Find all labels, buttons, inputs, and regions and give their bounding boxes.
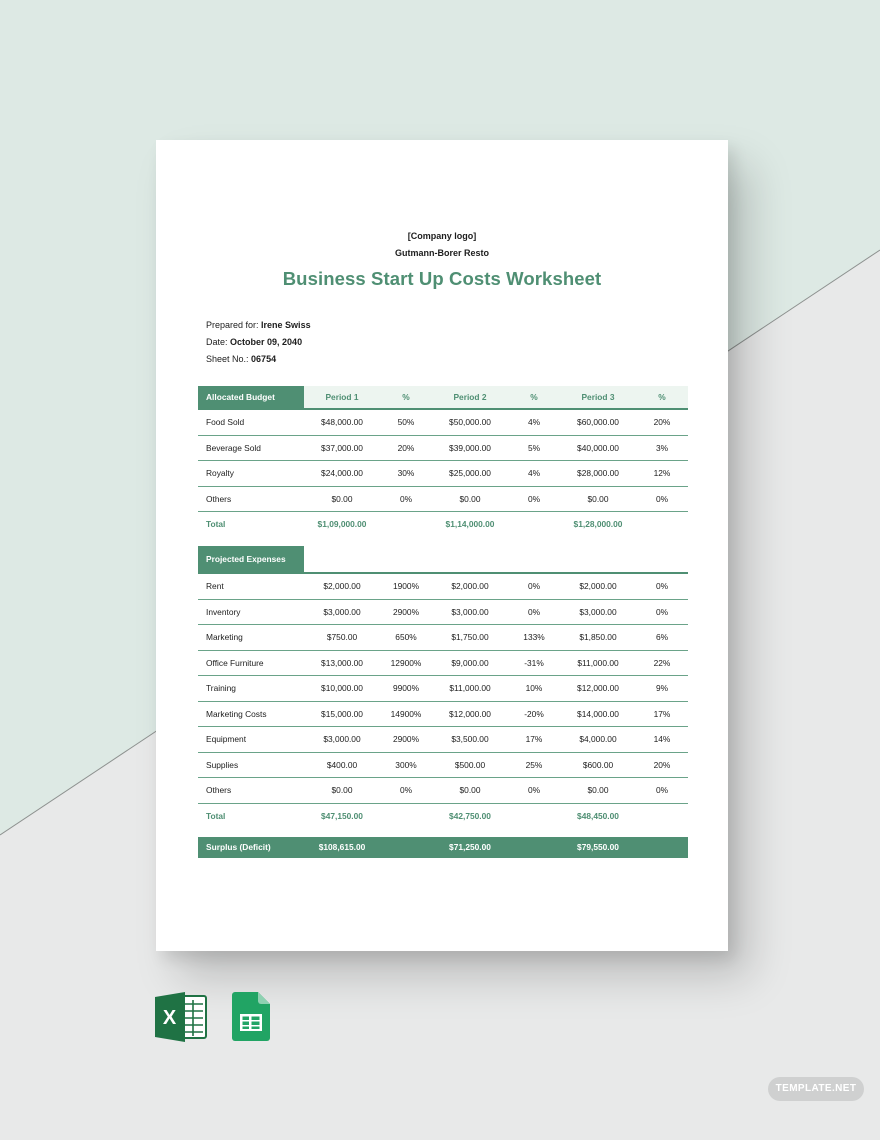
budget-total-pct-1 [380,512,432,537]
header-percent-3: % [636,386,688,409]
budget-percent-cell: 0% [508,486,560,512]
expense-item-label: Marketing [198,625,304,651]
surplus-pct-2 [508,837,560,858]
budget-percent-cell: 50% [380,409,432,435]
expense-amount-cell: $2,000.00 [304,574,380,599]
expenses-total-period-2: $42,750.00 [449,810,491,821]
header-period-3: Period 3 [560,386,636,409]
budget-total-pct-3 [636,512,688,537]
expense-amount-cell: $3,500.00 [432,727,508,753]
expense-row [198,752,688,778]
expense-amount-cell: $1,750.00 [432,625,508,651]
expense-percent-cell: 25% [508,752,560,778]
worksheet-page [156,140,728,951]
expense-percent-cell: 9900% [380,676,432,702]
expense-item-label: Equipment [198,727,304,753]
surplus-period-1: $108,615.00 [304,837,380,858]
expense-amount-cell: $0.00 [560,778,636,804]
header-allocated-budget: Allocated Budget [198,386,304,409]
surplus-label: Surplus (Deficit) [198,837,304,858]
expense-percent-cell: 0% [380,778,432,804]
expense-item-label: Inventory [198,599,304,625]
expense-amount-cell: $9,000.00 [432,650,508,676]
expense-percent-cell: 12900% [380,650,432,676]
company-name: Gutmann-Borer Resto [394,248,489,258]
expense-row [198,778,688,804]
expense-amount-cell: $15,000.00 [304,701,380,727]
expense-percent-cell: 10% [508,676,560,702]
google-sheets-icon[interactable] [232,992,270,1047]
expense-amount-cell: $13,000.00 [304,650,380,676]
budget-percent-cell: 3% [636,435,688,461]
budget-amount-cell: $60,000.00 [560,409,636,435]
expense-percent-cell: 14% [636,727,688,753]
expense-percent-cell: 0% [636,778,688,804]
budget-percent-cell: 5% [508,435,560,461]
costs-sheet [198,386,688,858]
excel-icon-letter: X [162,1007,177,1029]
expense-percent-cell: 2900% [380,727,432,753]
header-period-1: Period 1 [304,386,380,409]
sheet-number-value: 06754 [251,354,277,364]
budget-amount-cell: $37,000.00 [304,435,380,461]
expense-item-label: Marketing Costs [198,701,304,727]
expense-amount-cell: $10,000.00 [304,676,380,702]
budget-percent-cell: 0% [636,486,688,512]
expense-amount-cell: $3,000.00 [432,599,508,625]
expense-percent-cell: 17% [508,727,560,753]
budget-item-label: Royalty [198,461,304,487]
budget-item-label: Food Sold [198,409,304,435]
expense-amount-cell: $14,000.00 [560,701,636,727]
budget-percent-cell: 20% [636,409,688,435]
expense-amount-cell: $600.00 [560,752,636,778]
expense-percent-cell: 6% [636,625,688,651]
spacer [198,828,688,837]
date [206,337,302,347]
expense-amount-cell: $11,000.00 [560,650,636,676]
projected-expenses-header: Projected Expenses [198,546,304,572]
expense-percent-cell: -20% [508,701,560,727]
expense-percent-cell: 0% [508,778,560,804]
expense-amount-cell: $12,000.00 [432,701,508,727]
budget-amount-cell: $50,000.00 [432,409,508,435]
budget-percent-cell: 12% [636,461,688,487]
budget-item-label: Beverage Sold [198,435,304,461]
expense-amount-cell: $400.00 [304,752,380,778]
expense-amount-cell: $750.00 [304,625,380,651]
header-percent-1: % [380,386,432,409]
expense-item-label: Rent [198,574,304,599]
budget-amount-cell: $39,000.00 [432,435,508,461]
surplus-period-3: $79,550.00 [560,837,636,858]
expenses-total-pct-1 [380,803,432,828]
budget-rows [198,409,688,512]
expense-item-label: Others [198,778,304,804]
expenses-table [198,574,688,858]
expenses-total-label: Total [206,810,226,821]
expense-percent-cell: 300% [380,752,432,778]
budget-item-label: Others [198,486,304,512]
sheet-number-label: Sheet No.: [206,354,249,364]
budget-row [198,486,688,512]
expense-amount-cell: $3,000.00 [304,727,380,753]
header-period-2: Period 2 [432,386,508,409]
budget-amount-cell: $0.00 [432,486,508,512]
expense-amount-cell: $4,000.00 [560,727,636,753]
budget-total-period-1: $1,09,000.00 [317,519,367,529]
expense-percent-cell: 20% [636,752,688,778]
surplus-pct-3 [636,837,688,858]
expense-percent-cell: 133% [508,625,560,651]
expenses-total-period-1: $47,150.00 [321,810,363,821]
expense-percent-cell: 0% [508,599,560,625]
budget-percent-cell: 4% [508,409,560,435]
expenses-total-pct-2 [508,803,560,828]
budget-amount-cell: $40,000.00 [560,435,636,461]
page-title: Business Start Up Costs Worksheet [282,268,602,289]
budget-amount-cell: $0.00 [560,486,636,512]
expense-percent-cell: 0% [508,574,560,599]
expense-amount-cell: $12,000.00 [560,676,636,702]
budget-percent-cell: 30% [380,461,432,487]
budget-percent-cell: 20% [380,435,432,461]
expense-amount-cell: $1,850.00 [560,625,636,651]
budget-amount-cell: $24,000.00 [304,461,380,487]
company-logo-placeholder: [Company logo] [407,231,477,241]
date-label: Date: [206,337,228,347]
expenses-total-row [198,803,688,828]
excel-icon[interactable] [155,992,209,1047]
expense-percent-cell: 0% [636,574,688,599]
expense-item-label: Training [198,676,304,702]
expense-percent-cell: 22% [636,650,688,676]
expense-percent-cell: -31% [508,650,560,676]
surplus-pct-1 [380,837,432,858]
expenses-total-pct-3 [636,803,688,828]
budget-total-period-3: $1,28,000.00 [573,519,623,529]
expense-item-label: Supplies [198,752,304,778]
expense-row [198,650,688,676]
expense-amount-cell: $3,000.00 [304,599,380,625]
prepared-for [206,320,311,330]
expense-percent-cell: 9% [636,676,688,702]
expense-row [198,676,688,702]
budget-row [198,461,688,487]
expense-percent-cell: 650% [380,625,432,651]
budget-row [198,409,688,435]
budget-row [198,435,688,461]
expense-row [198,727,688,753]
expense-percent-cell: 2900% [380,599,432,625]
expense-amount-cell: $0.00 [304,778,380,804]
expense-amount-cell: $11,000.00 [432,676,508,702]
budget-total-period-2: $1,14,000.00 [445,519,495,529]
budget-amount-cell: $0.00 [304,486,380,512]
expense-percent-cell: 1900% [380,574,432,599]
budget-amount-cell: $28,000.00 [560,461,636,487]
budget-total-row [198,512,688,537]
expense-amount-cell: $3,000.00 [560,599,636,625]
expense-row [198,625,688,651]
budget-percent-cell: 0% [380,486,432,512]
budget-table [198,386,688,536]
expense-row [198,701,688,727]
budget-amount-cell: $25,000.00 [432,461,508,487]
budget-total-label: Total [206,519,226,529]
expenses-total-period-3: $48,450.00 [577,810,619,821]
expense-item-label: Office Furniture [198,650,304,676]
expense-percent-cell: 17% [636,701,688,727]
date-value: October 09, 2040 [230,337,303,347]
watermark-badge: TEMPLATE.NET [768,1077,864,1101]
expenses-rows [198,574,688,803]
budget-percent-cell: 4% [508,461,560,487]
surplus-row [198,837,688,858]
expense-amount-cell: $0.00 [432,778,508,804]
budget-header-row [198,386,688,409]
expense-amount-cell: $2,000.00 [432,574,508,599]
budget-amount-cell: $48,000.00 [304,409,380,435]
expense-percent-cell: 0% [636,599,688,625]
budget-total-pct-2 [508,512,560,537]
expense-amount-cell: $2,000.00 [560,574,636,599]
sheet-number [206,354,276,364]
expense-row [198,574,688,599]
prepared-for-value: Irene Swiss [261,320,311,330]
surplus-period-2: $71,250.00 [432,837,508,858]
expense-row [198,599,688,625]
expense-amount-cell: $500.00 [432,752,508,778]
expense-percent-cell: 14900% [380,701,432,727]
prepared-for-label: Prepared for: [206,320,259,330]
header-percent-2: % [508,386,560,409]
